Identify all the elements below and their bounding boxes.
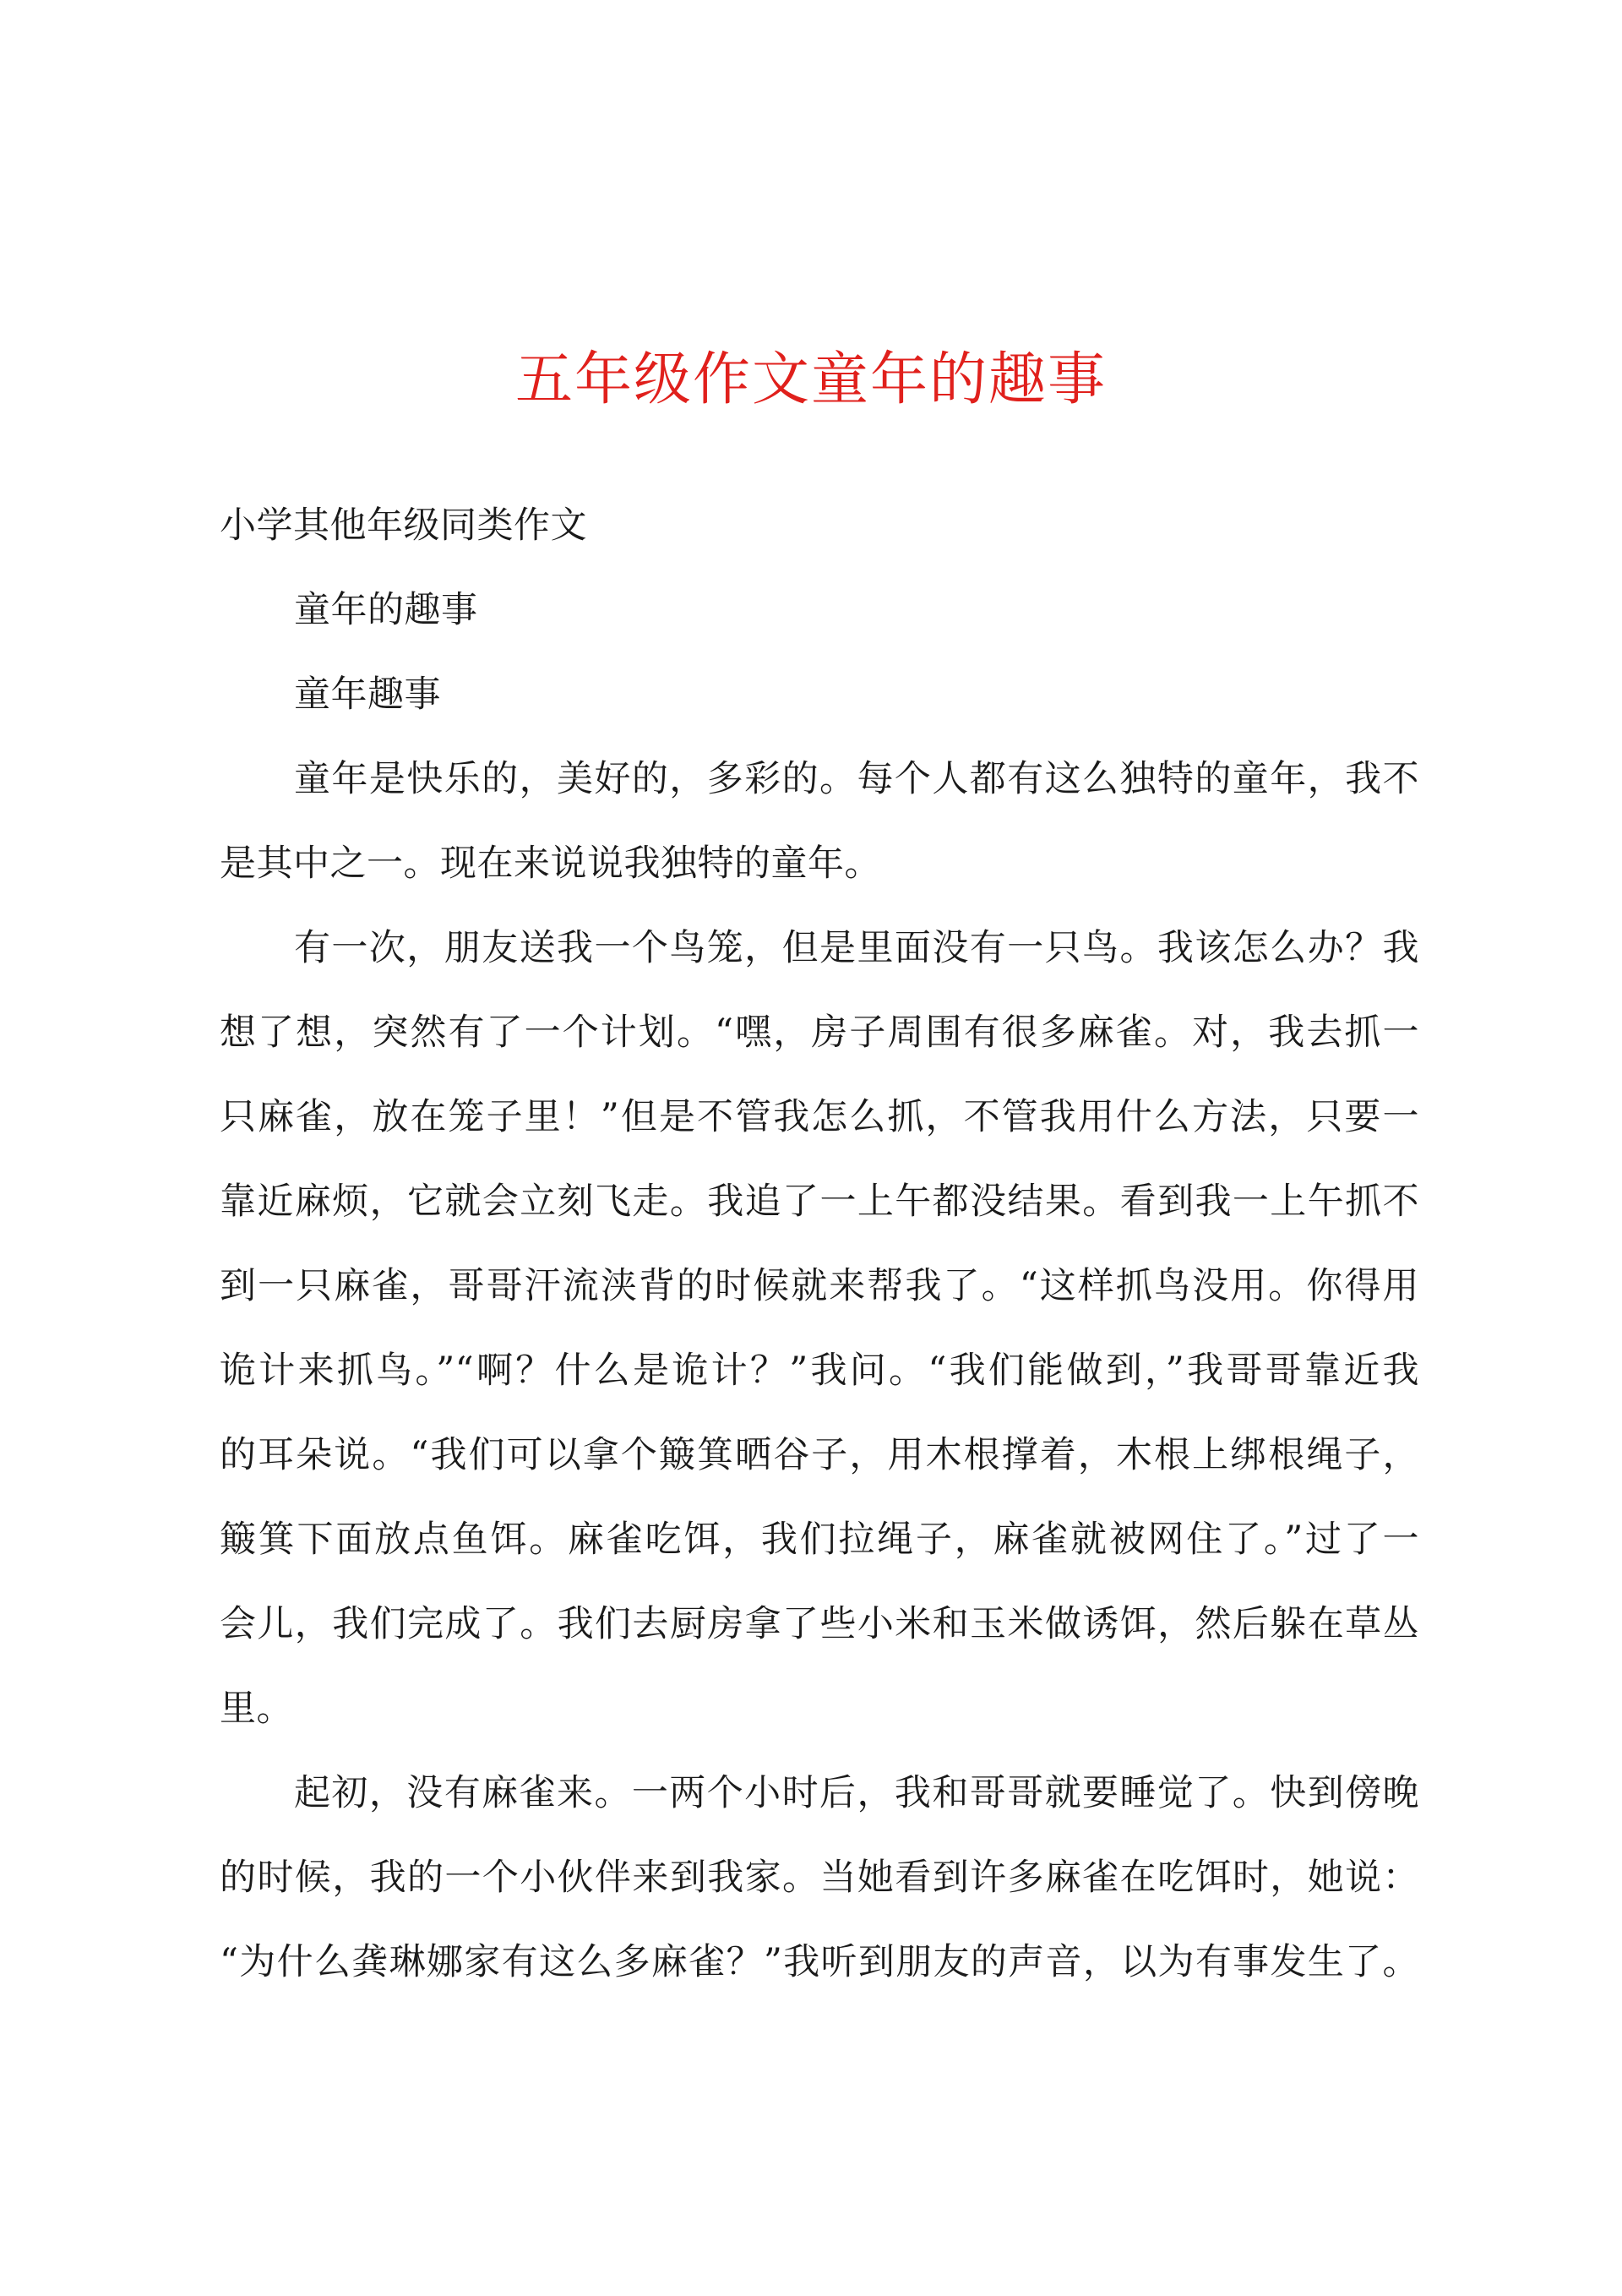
paragraph-line: 靠近麻烦，它就会立刻飞走。我追了一上午都没结果。看到我一上午抓不 [220,1181,1419,1223]
paragraph-line: 诡计来抓鸟。”“啊？什么是诡计？”我问。“我们能做到，”我哥哥靠近我 [220,1350,1419,1392]
paragraph-line: 有一次，朋友送我一个鸟笼，但是里面没有一只鸟。我该怎么办？我 [294,927,1419,969]
essay-subtitle: 童年趣事 [294,674,441,716]
section-label: 小学其他年级同类作文 [220,504,587,547]
document-body [220,483,1419,2004]
paragraph-line: “为什么龚琳娜家有这么多麻雀？”我听到朋友的声音，以为有事发生了。 [220,1941,1419,1983]
document-title: 五年级作文童年的趣事 [514,346,1107,413]
essay-title: 童年的趣事 [294,589,478,631]
paragraph-line: 里。 [220,1688,293,1730]
paragraph-line: 起初，没有麻雀来。一两个小时后，我和哥哥就要睡觉了。快到傍晚 [294,1772,1419,1814]
paragraph-line: 想了想，突然有了一个计划。“嘿，房子周围有很多麻雀。对，我去抓一 [220,1012,1419,1054]
paragraph-line: 到一只麻雀，哥哥汗流浃背的时候就来帮我了。“这样抓鸟没用。你得用 [220,1265,1419,1307]
paragraph-line: 是其中之一。现在来说说我独特的童年。 [220,843,881,885]
paragraph-line: 会儿，我们完成了。我们去厨房拿了些小米和玉米做诱饵，然后躲在草丛 [220,1603,1419,1645]
paragraph-line: 的耳朵说。“我们可以拿个簸箕晒谷子，用木根撑着，木根上绑根绳子， [220,1434,1419,1476]
paragraph-line: 童年是快乐的，美好的，多彩的。每个人都有这么独特的童年，我不 [294,758,1419,800]
paragraph-line: 只麻雀，放在笼子里！”但是不管我怎么抓，不管我用什么方法，只要一 [220,1096,1419,1138]
paragraph-line: 的时候，我的一个小伙伴来到我家。当她看到许多麻雀在吃饵时，她说： [220,1857,1419,1899]
paragraph-line: 簸箕下面放点鱼饵。麻雀吃饵，我们拉绳子，麻雀就被网住了。”过了一 [220,1519,1419,1561]
